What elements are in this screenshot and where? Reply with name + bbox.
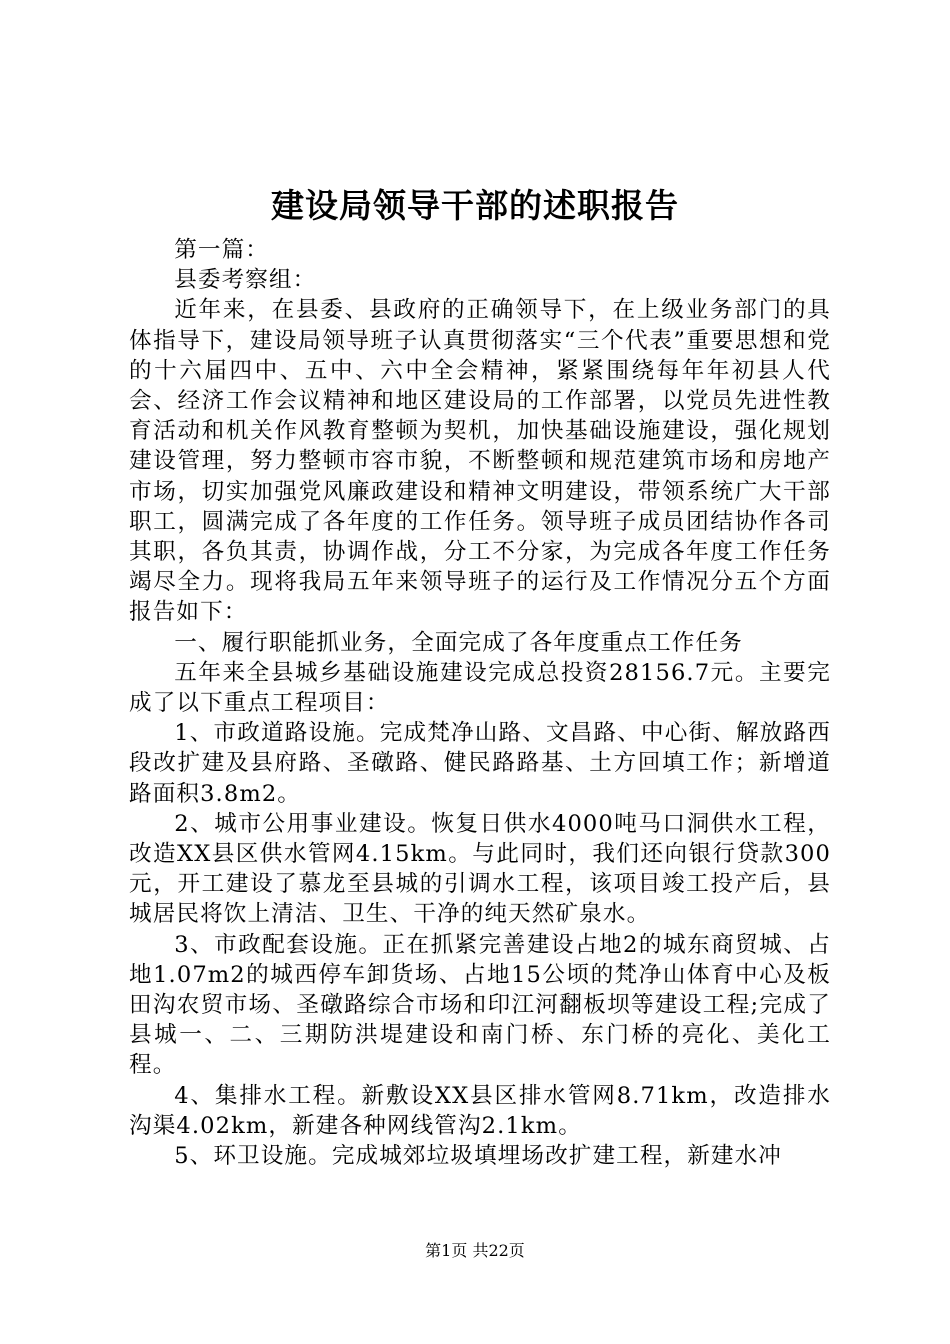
paragraph-item-5: 5、环卫设施。完成城郊垃圾填埋场改扩建工程，新建水冲 [174, 1143, 783, 1170]
paragraph-item-1: 1、市政道路设施。完成梵净山路、文昌路、中心街、解放路西段改扩建及县府路、圣礅路、健民路路基、土方回填工作；新增道路面积3.8m2。 [129, 720, 831, 807]
paragraph-item-4: 4、集排水工程。新敷设XX县区排水管网8.71km，改造排水沟渠4.02km，新建各种网线管沟2.1km。 [129, 1082, 831, 1139]
paragraph-item-3: 3、市政配套设施。正在抓紧完善建设占地2的城东商贸城、占地1.07m2的城西停车卸货场、占地15公顷的梵净山体育中心及板田沟农贸市场、圣礅路综合市场和印江河翻板坝等建设工程;完成了县城一、二、三期防洪堤建设和南门桥、东门桥的亮化、美化工程。 [129, 931, 831, 1079]
paragraph-section-one-heading: 一、履行职能抓业务，全面完成了各年度重点工作任务 [174, 629, 743, 656]
salutation: 县委考察组： [174, 267, 317, 294]
document-title: 建设局领导干部的述职报告 [271, 186, 679, 225]
paragraph-investment: 五年来全县城乡基础设施建设完成总投资28156.7元。主要完成了以下重点工程项目： [129, 659, 831, 717]
document-body [129, 235, 831, 1171]
page-number-footer: 第1页 共22页 [425, 1241, 525, 1260]
paragraph-item-2: 2、城市公用事业建设。恢复日供水4000吨马口洞供水工程，改造XX县区供水管网4.15km。与此同时，我们还向银行贷款300元，开工建设了慕龙至县城的引调水工程，该项目竣工投产后，县城居民将饮上清洁、卫生、干净的纯天然矿泉水。 [129, 810, 831, 928]
section-heading: 第一篇： [174, 237, 269, 263]
paragraph-intro: 近年来，在县委、县政府的正确领导下，在上级业务部门的具体指导下，建设局领导班子认真贯彻落实“三个代表”重要思想和党的十六届四中、五中、六中全会精神，紧紧围绕每年年初县人代会、经济工作会议精神和地区建设局的工作部署，以党员先进性教育活动和机关作风教育整顿为契机，加快基础设施建设，强化规划建设管理，努力整顿市容市貌，不断整顿和规范建筑市场和房地产市场，切实加强党风廉政建设和精神文明建设，带领系统广大干部职工，圆满完成了各年度的工作任务。领导班子成员团结协作各司其职，各负其责，协调作战，分工不分家，为完成各年度工作任务竭尽全力。现将我局五年来领导班子的运行及工作情况分五个方面报告如下： [129, 297, 831, 626]
